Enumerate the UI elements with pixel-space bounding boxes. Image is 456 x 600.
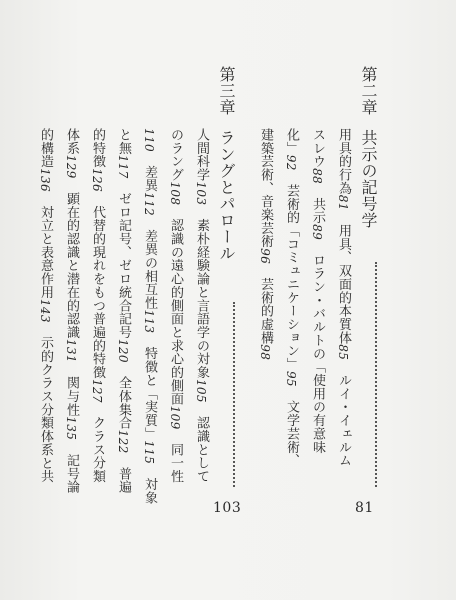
page-reference: 103 bbox=[194, 181, 208, 206]
page-reference: 113 bbox=[142, 309, 156, 334]
page-reference: 115 bbox=[142, 440, 156, 465]
page-reference: 85 bbox=[336, 344, 350, 361]
chapter2-page-number: 81 bbox=[355, 500, 374, 516]
chapter3-line-1 bbox=[195, 128, 208, 483]
entry-text: のラング bbox=[168, 128, 183, 182]
entry-text: 建築芸術、音楽芸術 bbox=[258, 128, 273, 249]
entry-text: 普遍 bbox=[116, 453, 131, 494]
page-reference: 129 bbox=[64, 154, 78, 179]
page-reference: 143 bbox=[38, 298, 52, 323]
page-reference: 108 bbox=[168, 181, 182, 206]
entry-text: 共示 bbox=[310, 184, 325, 225]
entry-text: スレウ bbox=[310, 128, 325, 169]
chapter3-line-2 bbox=[169, 128, 182, 483]
chapter3-line-3 bbox=[143, 128, 156, 504]
page-reference: 127 bbox=[90, 378, 104, 403]
page-reference: 92 bbox=[284, 154, 298, 171]
entry-text: 芸術的虚構 bbox=[258, 264, 273, 345]
chapter3-leader bbox=[225, 302, 241, 487]
page-reference: 117 bbox=[116, 154, 130, 179]
chapter3-label: 第三章 bbox=[217, 66, 236, 116]
page-reference: 109 bbox=[168, 405, 182, 430]
page-reference: 110 bbox=[142, 128, 156, 152]
page-reference: 112 bbox=[142, 192, 156, 216]
entry-text: 対象 bbox=[142, 464, 157, 505]
entry-text: 化」 bbox=[284, 128, 299, 155]
page-reference: 126 bbox=[90, 168, 104, 193]
entry-text: 関与性 bbox=[64, 362, 79, 417]
chapter3-line-6 bbox=[65, 128, 78, 494]
page-reference: 89 bbox=[310, 224, 324, 241]
entry-text: 用具的行為 bbox=[336, 128, 351, 195]
page-reference: 120 bbox=[116, 338, 130, 363]
chapter3-title: ラングとパロール bbox=[217, 129, 236, 262]
entry-text: クラス分類 bbox=[90, 402, 105, 484]
entry-text: 記号論 bbox=[64, 440, 79, 494]
page-reference: 105 bbox=[194, 378, 208, 403]
entry-text: 芸術的「コミュニケーション」 bbox=[284, 170, 299, 371]
chapter3-line-5 bbox=[91, 128, 104, 483]
page-reference: 96 bbox=[258, 248, 272, 265]
entry-text: 特徴と「実質」 bbox=[142, 333, 157, 441]
entry-text: 人間科学 bbox=[194, 128, 209, 182]
entry-text: ルイ・イェルム bbox=[336, 360, 351, 468]
entry-text: 素朴経験論と言語学の対象 bbox=[194, 205, 209, 379]
entry-text: と無 bbox=[116, 128, 131, 155]
entry-text: 顕在的認識と潜在的認識 bbox=[64, 178, 79, 339]
chapter2-line-3 bbox=[285, 128, 298, 467]
entry-text: ロラン・バルトの「使用の有意味 bbox=[310, 240, 325, 454]
chapter2-line-2 bbox=[311, 128, 324, 454]
entry-text: 文学芸術、 bbox=[284, 386, 299, 468]
entry-text: 用具、双面的本質体 bbox=[336, 210, 351, 345]
chapter2-line-4 bbox=[259, 128, 272, 360]
chapter2-leader bbox=[367, 262, 383, 487]
entry-text: 差異の相互性 bbox=[142, 216, 157, 310]
chapter3-page-number: 103 bbox=[213, 500, 242, 516]
chapter2-line-1 bbox=[337, 128, 350, 467]
page-reference: 95 bbox=[284, 370, 298, 387]
chapter3-line-7 bbox=[39, 128, 52, 483]
entry-text: 体系 bbox=[64, 128, 79, 155]
entry-text: ゼロ記号、ゼロ統合記号 bbox=[116, 178, 131, 339]
page-reference: 131 bbox=[64, 338, 78, 363]
entry-text: 示的クラス分類体系と共 bbox=[38, 322, 53, 484]
entry-text: 同一性 bbox=[168, 429, 183, 483]
entry-text: 的特徴 bbox=[90, 128, 105, 169]
chapter2-title: 共示の記号学 bbox=[359, 129, 378, 229]
chapter3-heading bbox=[218, 66, 234, 262]
entry-text: 対立と表意作用 bbox=[38, 192, 53, 299]
entry-text: 認識として bbox=[194, 402, 209, 484]
entry-text: 全体集合 bbox=[116, 362, 131, 430]
page-reference: 98 bbox=[258, 344, 272, 361]
entry-text: 差異 bbox=[142, 151, 157, 193]
entry-text: 認識の遠心的側面と求心的側面 bbox=[168, 205, 183, 406]
page-reference: 136 bbox=[38, 168, 52, 193]
chapter3-line-4 bbox=[117, 128, 130, 494]
page-reference: 135 bbox=[64, 416, 78, 441]
entry-text: 代替的現れをもつ普遍的特徴 bbox=[90, 192, 105, 379]
chapter2-heading bbox=[360, 66, 376, 229]
page-reference: 88 bbox=[310, 168, 324, 185]
page-reference: 122 bbox=[116, 429, 130, 454]
entry-text: 的構造 bbox=[38, 128, 53, 169]
chapter2-label: 第二章 bbox=[359, 66, 378, 116]
page-reference: 81 bbox=[336, 194, 350, 211]
